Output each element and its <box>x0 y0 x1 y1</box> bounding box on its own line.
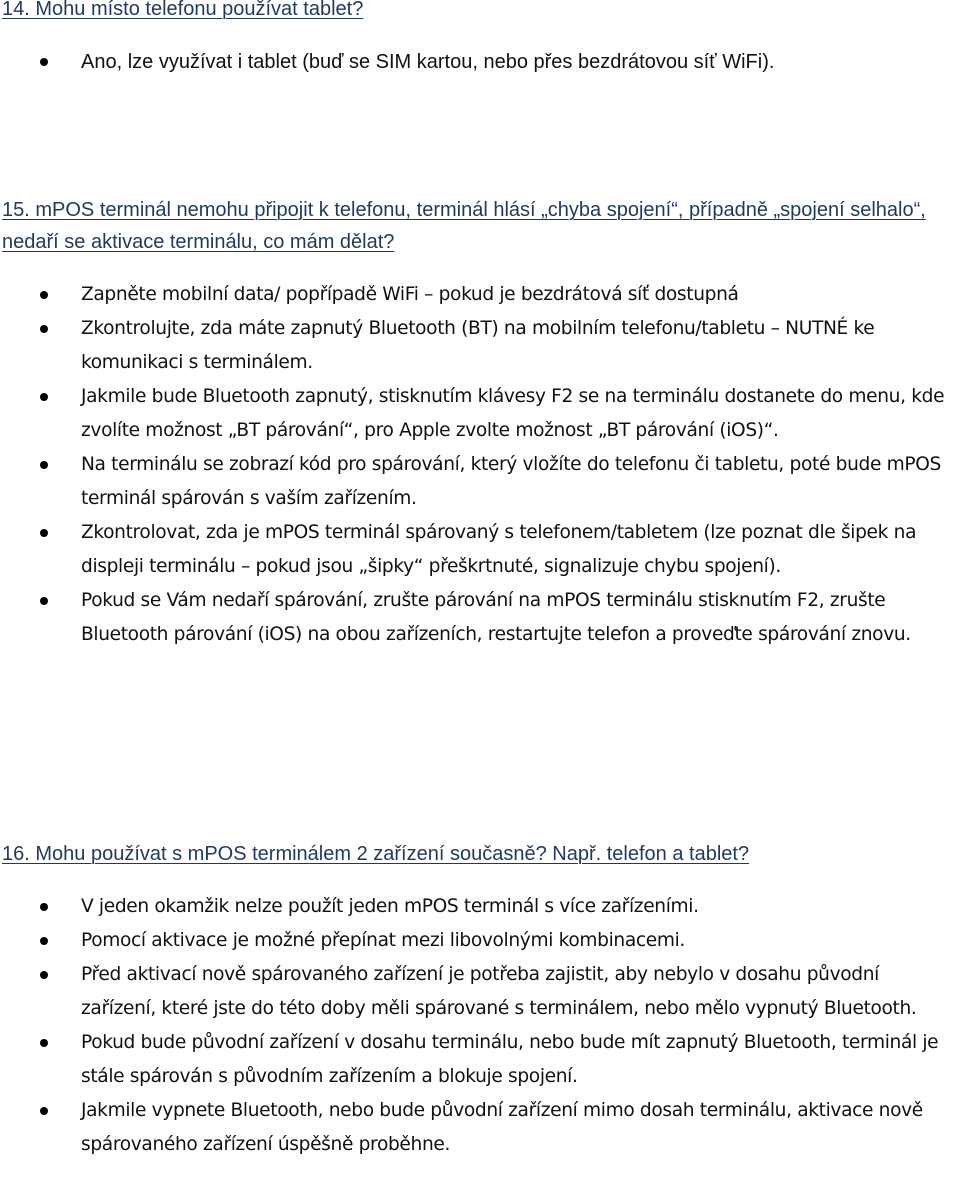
list-item <box>0 584 960 652</box>
list-item <box>0 890 960 924</box>
q14-heading: 14. Mohu místo telefonu používat tablet? <box>2 0 364 20</box>
list-item-text: V jeden okamžik nelze použít jeden mPOS terminál s více zařízeními. <box>81 896 699 917</box>
list-item-text: Zkontrolujte, zda máte zapnutý Bluetooth (BT) na mobilním telefonu/tabletu – NUTNÉ ke komunikaci s terminálem. <box>81 318 875 373</box>
list-item-text: Ano, lze využívat i tablet (buď se SIM kartou, nebo přes bezdrátovou síť WiFi). <box>81 51 775 73</box>
list-item-text: Jakmile bude Bluetooth zapnutý, stisknutím klávesy F2 se na terminálu dostanete do menu, kde zvolíte možnost „BT párování“, pro Apple zvolte možnost „BT párování (iOS)“. <box>81 386 945 441</box>
list-item-text: Pokud bude původní zařízení v dosahu terminálu, nebo bude mít zapnutý Bluetooth, terminál je stále spárován s původním zařízením a blokuje spojení. <box>81 1032 939 1087</box>
bullet-icon <box>40 937 48 945</box>
list-item <box>0 278 960 312</box>
q16-answer-list <box>0 890 960 1162</box>
list-item-text: Zkontrolovat, zda je mPOS terminál spárovaný s telefonem/tabletem (lze poznat dle šipek na displeji terminálu – pokud jsou „šipky“ přeškrtnuté, signalizuje chybu spojení). <box>81 522 917 577</box>
bullet-icon <box>40 597 48 605</box>
list-item <box>0 1094 960 1162</box>
bullet-icon <box>40 971 48 979</box>
list-item <box>0 924 960 958</box>
list-item <box>0 312 960 380</box>
q15-answer-list <box>0 278 960 652</box>
bullet-icon <box>40 903 48 911</box>
list-item-text: Zapněte mobilní data/ popřípadě WiFi – pokud je bezdrátová síť dostupná <box>81 284 739 305</box>
q15-heading: 15. mPOS terminál nemohu připojit k telefonu, terminál hlásí „chyba spojení“, případně „spojení selhalo“, nedaří se aktivace terminálu, co mám dělat? <box>2 199 926 253</box>
list-item <box>0 958 960 1026</box>
list-item <box>0 448 960 516</box>
list-item <box>0 1026 960 1094</box>
bullet-icon <box>40 1107 48 1115</box>
list-item-text: Před aktivací nově spárovaného zařízení je potřeba zajistit, aby nebylo v dosahu původní zařízení, které jste do této doby měli spárované s terminálem, nebo mělo vypnutý Bluetooth. <box>81 964 917 1019</box>
list-item-text: Pokud se Vám nedaří spárování, zrušte párování na mPOS terminálu stisknutím F2, zrušte Bluetooth párování (iOS) na obou zařízeních, restartujte telefon a proveďte spárování znovu. <box>81 590 911 645</box>
bullet-icon <box>40 393 48 401</box>
bullet-icon <box>40 58 48 66</box>
q14-answer-list <box>0 45 960 79</box>
list-item <box>0 516 960 584</box>
bullet-icon <box>40 325 48 333</box>
list-item-text: Jakmile vypnete Bluetooth, nebo bude původní zařízení mimo dosah terminálu, aktivace nově spárovaného zařízení úspěšně proběhne. <box>81 1100 923 1155</box>
q16-heading: 16. Mohu používat s mPOS terminálem 2 zařízení současně? Např. telefon a tablet? <box>2 843 750 865</box>
bullet-icon <box>40 1039 48 1047</box>
bullet-icon <box>40 461 48 469</box>
bullet-icon <box>40 529 48 537</box>
list-item-text: Pomocí aktivace je možné přepínat mezi libovolnými kombinacemi. <box>81 930 685 951</box>
list-item <box>0 45 960 79</box>
list-item-text: Na terminálu se zobrazí kód pro spárování, který vložíte do telefonu či tabletu, poté bude mPOS terminál spárován s vaším zařízením. <box>81 454 941 509</box>
list-item <box>0 380 960 448</box>
bullet-icon <box>40 291 48 299</box>
